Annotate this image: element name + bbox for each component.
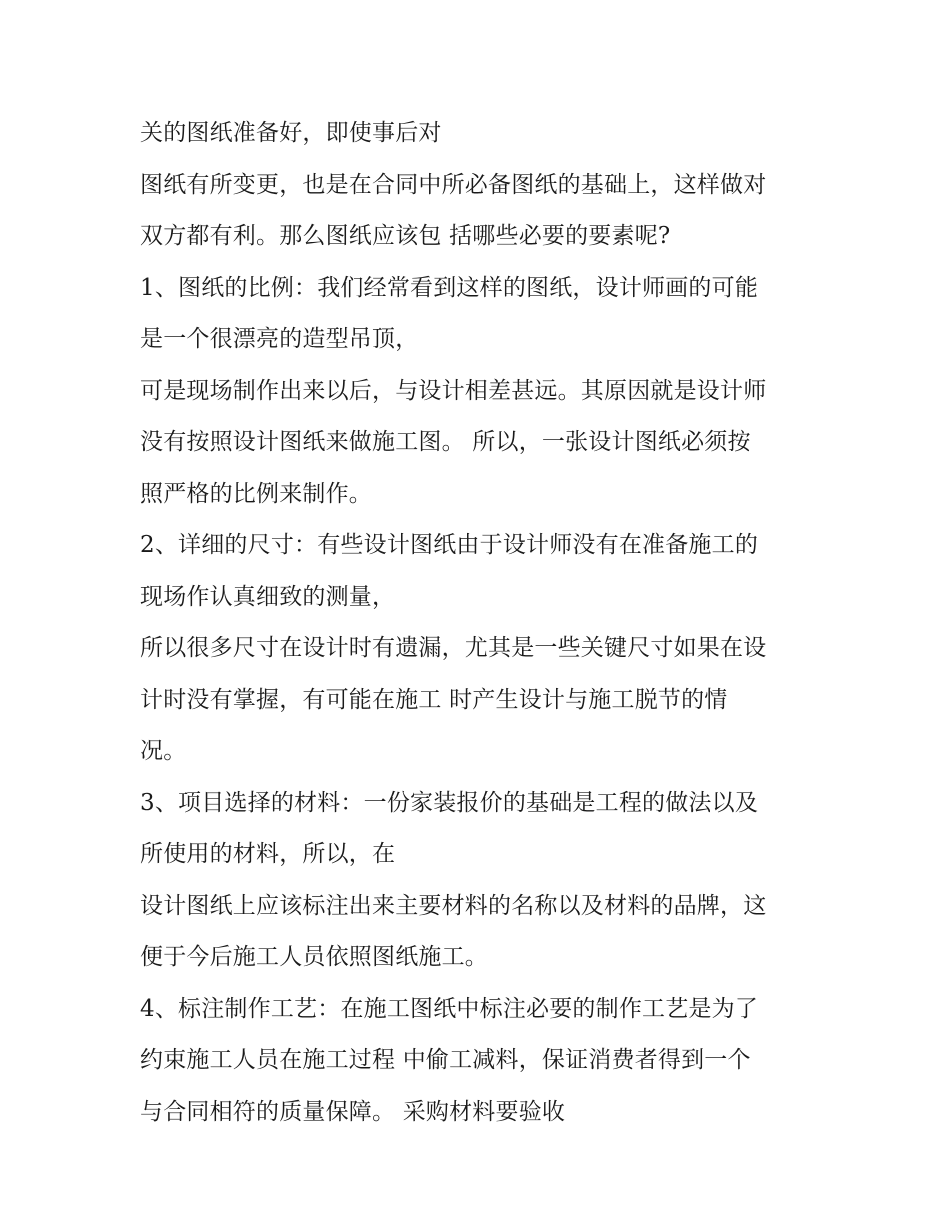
text-line: 2、详细的尺寸：有些设计图纸由于设计师没有在准备施工的 [140, 532, 759, 558]
text-line: 关的图纸准备好，即使事后对 [140, 120, 442, 146]
text-line: 图纸有所变更，也是在合同中所必备图纸的基础上，这样做对 [140, 171, 767, 198]
text-line: 设计图纸上应该标注出来主要材料的名称以及材料的品牌，这 [140, 892, 767, 919]
text-line: 计时没有掌握，有可能在施工 时产生设计与施工脱节的情 [140, 686, 728, 713]
text-line: 3、项目选择的材料：一份家装报价的基础是工程的做法以及 [140, 789, 759, 816]
text-line: 照严格的比例来制作。 [140, 480, 372, 507]
text-line: 现场作认真细致的测量， [140, 583, 396, 610]
text-line: 与合同相符的质量保障。 采购材料要验收 [140, 1098, 566, 1125]
text-line: 是一个很漂亮的造型吊顶， [140, 326, 419, 352]
text-line: 况。 [140, 738, 187, 764]
text-line: 约束施工人员在施工过程 中偷工减料，保证消费者得到一个 [140, 1047, 751, 1073]
text-line: 便于今后施工人员依照图纸施工。 [140, 944, 488, 970]
text-line: 可是现场制作出来以后，与设计相差甚远。其原因就是设计师 [140, 377, 767, 404]
text-line: 4、标注制作工艺：在施工图纸中标注必要的制作工艺是为了 [140, 995, 759, 1022]
document-body [140, 108, 840, 1138]
text-line: 双方都有利。那么图纸应该包 括哪些必要的要素呢? [140, 223, 671, 249]
text-line: 所使用的材料，所以，在 [140, 841, 396, 867]
text-line: 所以很多尺寸在设计时有遗漏，尤其是一些关键尺寸如果在设 [140, 635, 767, 661]
text-line: 1、图纸的比例：我们经常看到这样的图纸，设计师画的可能 [140, 274, 759, 301]
text-line: 没有按照设计图纸来做施工图。 所以，一张设计图纸必须按 [140, 429, 751, 455]
